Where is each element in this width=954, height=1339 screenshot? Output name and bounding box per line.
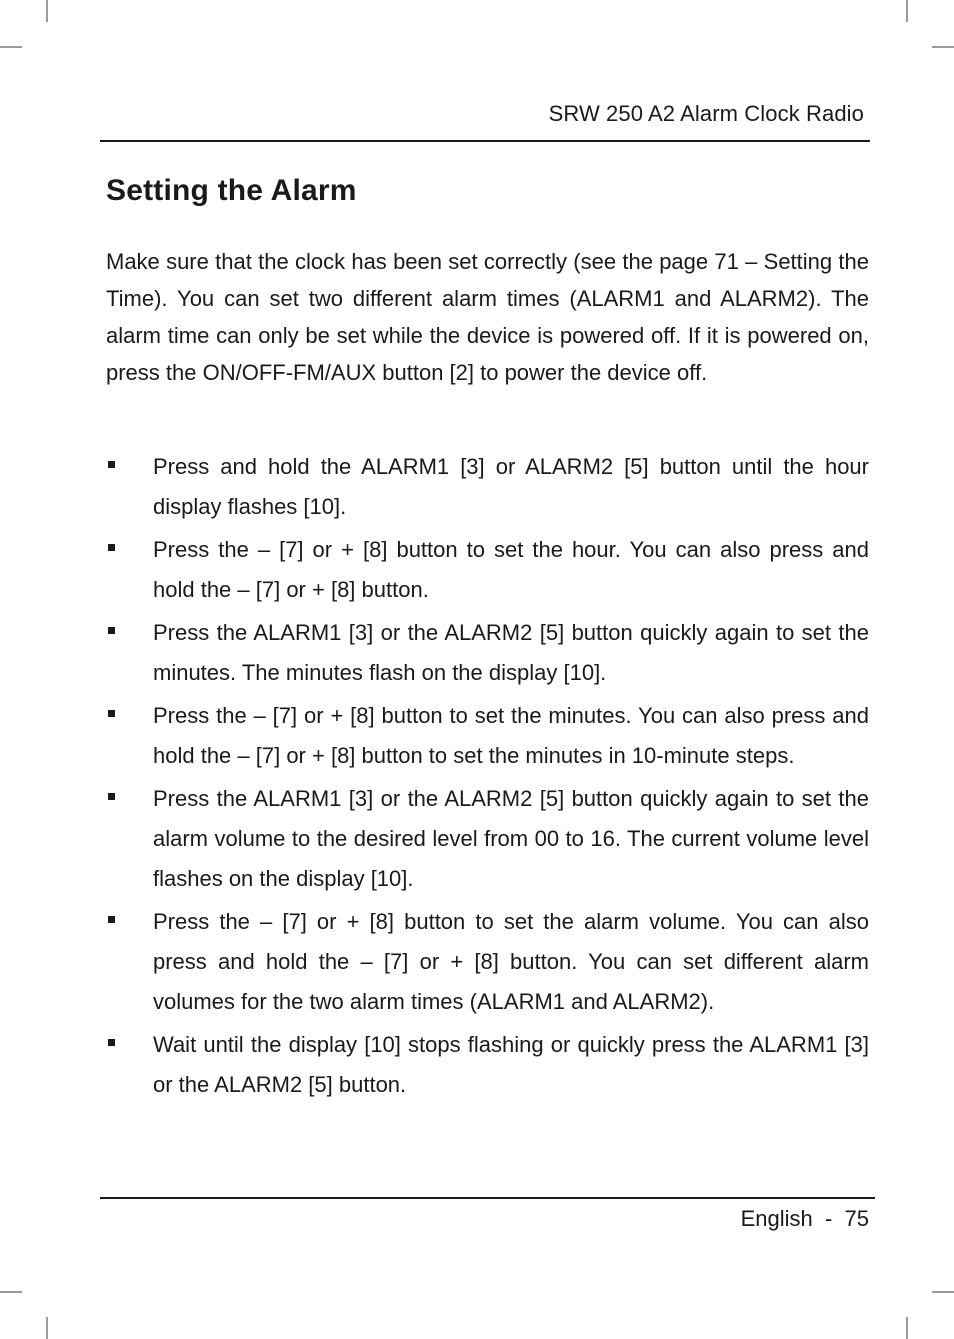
crop-mark — [46, 0, 48, 22]
step-text: Press the – [7] or + [8] button to set the alarm volume. You can also press and hold the – [7] or + [8] button. You can set different alarm volumes for the two alarm times (ALARM1 and ALARM2). — [153, 909, 869, 1014]
list-item — [106, 613, 869, 693]
crop-mark — [0, 46, 22, 48]
step-list — [106, 447, 869, 1108]
crop-mark — [906, 0, 908, 22]
list-item — [106, 447, 869, 527]
page-label — [741, 1206, 869, 1232]
crop-mark — [932, 46, 954, 48]
square-bullet-icon — [108, 627, 115, 634]
step-text: Press the ALARM1 [3] or the ALARM2 [5] button quickly again to set the minutes. The minutes flash on the display [10]. — [153, 620, 869, 685]
list-item — [106, 1025, 869, 1105]
square-bullet-icon — [108, 793, 115, 800]
square-bullet-icon — [108, 461, 115, 468]
list-item — [106, 696, 869, 776]
list-item — [106, 530, 869, 610]
page-number: 75 — [844, 1206, 869, 1231]
step-text: Press the ALARM1 [3] or the ALARM2 [5] button quickly again to set the alarm volume to the desired level from 00 to 16. The current volume level flashes on the display [10]. — [153, 786, 869, 891]
section-heading: Setting the Alarm — [106, 174, 357, 207]
square-bullet-icon — [108, 1039, 115, 1046]
list-item — [106, 902, 869, 1022]
intro-paragraph: Make sure that the clock has been set correctly (see the page 71 – Setting the Time). You can set two different alarm times (ALARM1 and ALARM2). The alarm time can only be set while the device is powered off. If it is powered on, press the ON/OFF-FM/AUX button [2] to power the device off. — [106, 249, 869, 385]
crop-mark — [932, 1291, 954, 1293]
crop-mark — [46, 1317, 48, 1339]
document-title: SRW 250 A2 Alarm Clock Radio — [548, 101, 864, 126]
list-item — [106, 779, 869, 899]
footer-language: English — [740, 1206, 813, 1231]
running-header — [100, 98, 870, 142]
step-text: Press the – [7] or + [8] button to set the hour. You can also press and hold the – [7] or + [8] button. — [153, 537, 869, 602]
step-text: Press and hold the ALARM1 [3] or ALARM2 [5] button until the hour display flashes [10]. — [153, 454, 869, 519]
square-bullet-icon — [108, 544, 115, 551]
crop-mark — [906, 1317, 908, 1339]
square-bullet-icon — [108, 916, 115, 923]
square-bullet-icon — [108, 710, 115, 717]
step-text: Wait until the display [10] stops flashing or quickly press the ALARM1 [3] or the ALARM2 [5] button. — [153, 1032, 869, 1097]
running-footer — [100, 1197, 875, 1247]
crop-mark — [0, 1291, 22, 1293]
footer-separator: - — [824, 1206, 833, 1231]
step-text: Press the – [7] or + [8] button to set the minutes. You can also press and hold the – [7] or + [8] button to set the minutes in 10-minute steps. — [153, 703, 869, 768]
